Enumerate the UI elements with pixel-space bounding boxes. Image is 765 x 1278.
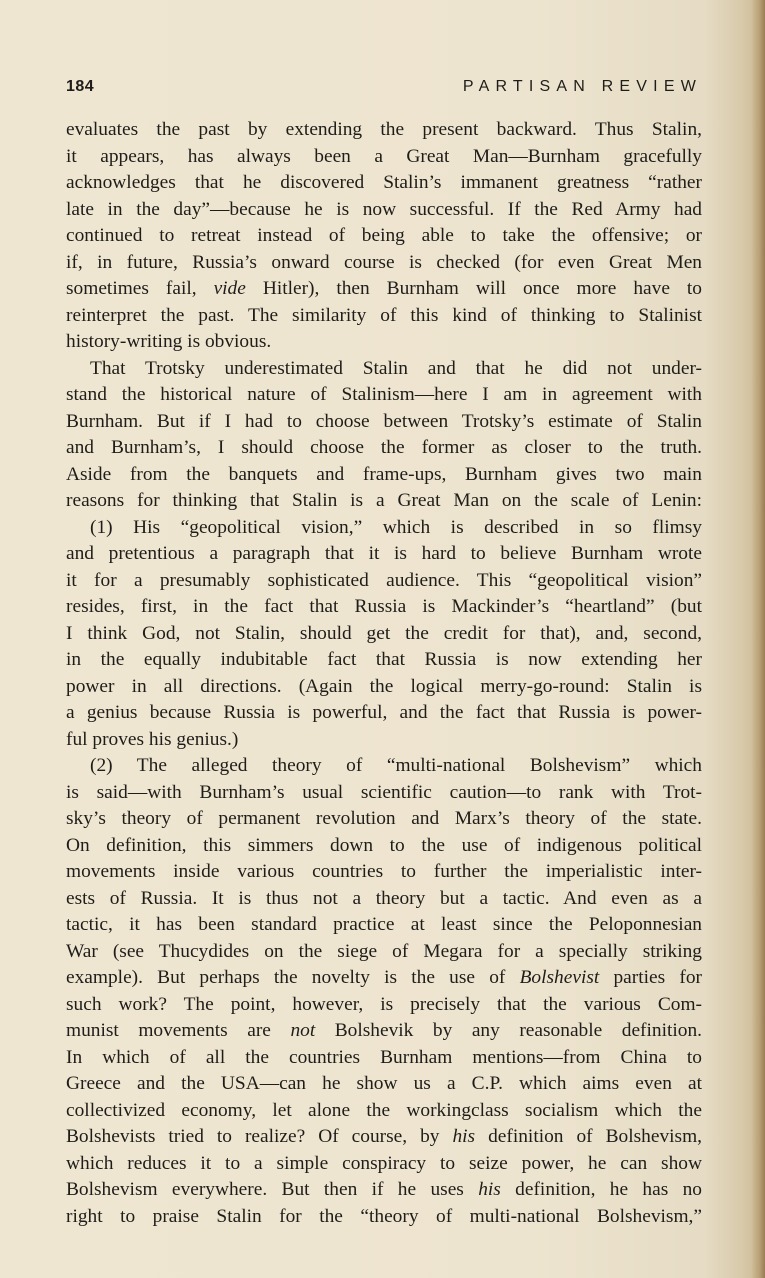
text-line: late in the day”—because he is now successful. If the Red Army had: [66, 198, 702, 220]
emphasis: his: [478, 1179, 501, 1200]
text-line: a genius because Russia is powerful, and the fact that Russia is power-: [66, 702, 702, 723]
emphasis: his: [452, 1126, 476, 1147]
text-line: if, in future, Russia’s onward course is checked (for even Great Men: [66, 251, 702, 273]
text-line: I think God, not Stalin, should get the credit for that), and, second,: [66, 622, 702, 644]
paragraph-2: [66, 356, 702, 515]
text-line: history-writing is obvious.: [66, 331, 272, 352]
text-line: such work? The point, however, is precisely that the various Com-: [66, 993, 702, 1015]
text-line: ful proves his genius.): [66, 728, 239, 750]
text-line: is said—with Burnham’s usual scientific caution—to rank with Trot-: [66, 781, 702, 803]
text-line: (1) His “geopolitical vision,” which is described in so flimsy: [90, 516, 702, 538]
body-text: [66, 117, 702, 1230]
text-line: (2) The alleged theory of “multi-national Bolshevism” which: [90, 755, 702, 776]
paragraph-1: [66, 117, 702, 356]
text-line: Bolshevists tried to realize? Of course, by his definition of Bolshevism,: [66, 1126, 702, 1147]
text-line: and pretentious a paragraph that it is hard to believe Burnham wrote: [66, 543, 702, 564]
text-line: Aside from the banquets and frame-ups, Burnham gives two main: [66, 463, 702, 485]
text-line: which reduces it to a simple conspiracy to seize power, he can show: [66, 1152, 702, 1174]
text-line: example). But perhaps the novelty is the use of Bolshevist parties for: [66, 967, 702, 988]
text-line: reasons for thinking that Stalin is a Great Man on the scale of Lenin:: [66, 490, 702, 511]
text-line: Greece and the USA—can he show us a C.P. which aims even at: [66, 1073, 702, 1094]
text-line: it for a presumably sophisticated audience. This “geopolitical vision”: [66, 569, 702, 591]
page-number: 184: [66, 78, 95, 95]
emphasis: vide: [213, 278, 246, 299]
text-line: munist movements are not Bolshevik by any reasonable definition.: [66, 1020, 702, 1041]
text-line: Bolshevism everywhere. But then if he uses his definition, he has no: [66, 1179, 702, 1200]
text-line: sometimes fail, vide Hitler), then Burnham will once more have to: [66, 278, 702, 299]
text-line: ests of Russia. It is thus not a theory but a tactic. And even as a: [66, 887, 702, 909]
text-line: War (see Thucydides on the siege of Megara for a specially striking: [66, 940, 702, 962]
text-line: That Trotsky underestimated Stalin and that he did not under-: [90, 357, 702, 379]
emphasis: Bolshevist: [519, 967, 600, 988]
journal-title: PARTISAN REVIEW: [462, 78, 702, 95]
text-line: acknowledges that he discovered Stalin’s immanent greatness “rather: [66, 172, 702, 193]
text-line: tactic, it has been standard practice at least since the Peloponnesian: [66, 914, 702, 935]
text-line: evaluates the past by extending the present backward. Thus Stalin,: [66, 119, 702, 140]
page-edge: [751, 0, 765, 1278]
text-line: In which of all the countries Burnham mentions—from China to: [66, 1046, 702, 1068]
text-line: movements inside various countries to further the imperialistic inter-: [66, 861, 702, 882]
text-line: in the equally indubitable fact that Russia is now extending her: [66, 649, 702, 670]
paragraph-3: [66, 515, 702, 754]
paragraph-4: [66, 753, 702, 1230]
text-line: Burnham. But if I had to choose between Trotsky’s estimate of Stalin: [66, 410, 702, 432]
emphasis: not: [290, 1020, 316, 1041]
text-line: reinterpret the past. The similarity of this kind of thinking to Stalinist: [66, 304, 702, 326]
text-line: and Burnham’s, I should choose the former as closer to the truth.: [66, 437, 702, 458]
text-line: On definition, this simmers down to the use of indigenous political: [66, 834, 702, 856]
text-line: collectivized economy, let alone the workingclass socialism which the: [66, 1099, 702, 1121]
running-header: [66, 78, 702, 102]
text-line: right to praise Stalin for the “theory of multi-national Bolshevism,”: [66, 1205, 702, 1227]
text-line: stand the historical nature of Stalinism—here I am in agreement with: [66, 384, 702, 405]
text-line: continued to retreat instead of being able to take the offensive; or: [66, 225, 702, 246]
text-line: it appears, has always been a Great Man—Burnham gracefully: [66, 145, 702, 167]
text-line: sky’s theory of permanent revolution and Marx’s theory of the state.: [66, 808, 702, 829]
text-line: resides, first, in the fact that Russia is Mackinder’s “heartland” (but: [66, 596, 702, 617]
text-line: power in all directions. (Again the logical merry-go-round: Stalin is: [66, 675, 702, 697]
